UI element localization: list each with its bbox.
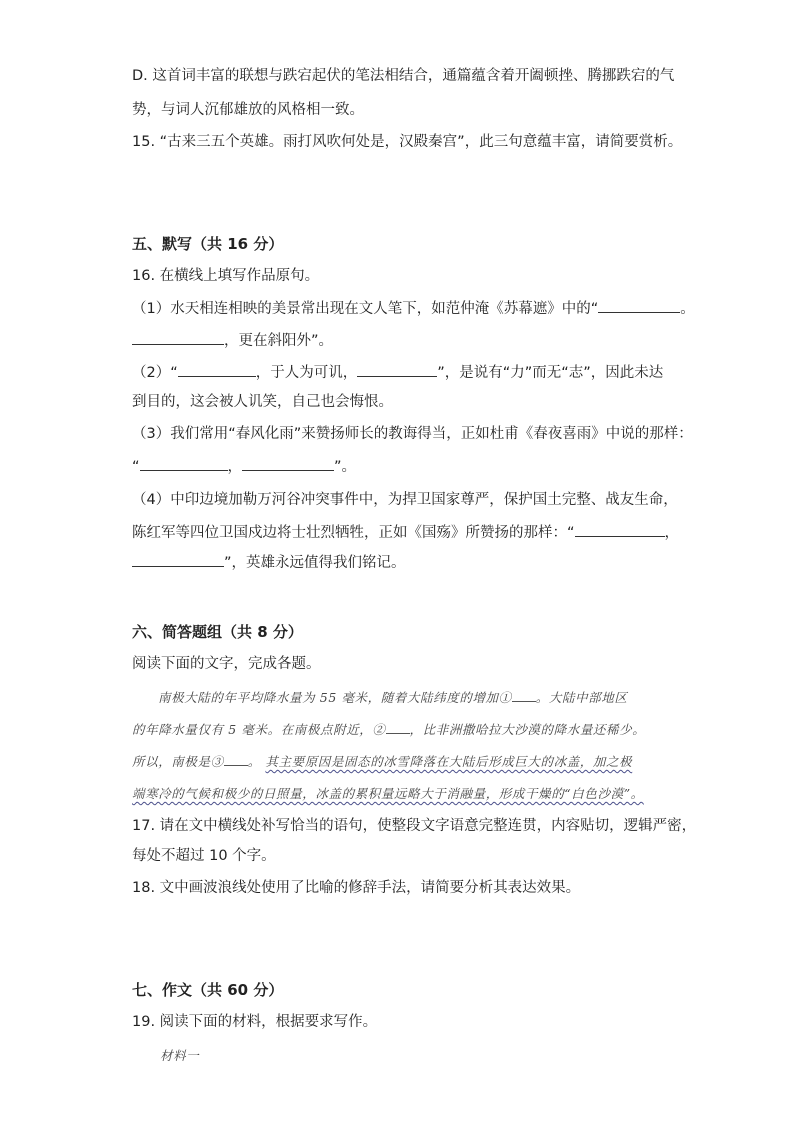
q16-part1-line1 bbox=[132, 298, 740, 319]
passage-line3-text: 所以，南极是③ bbox=[132, 754, 224, 769]
option-d-line1: D. 这首词丰富的联想与跌宕起伏的笔法相结合，通篇蕴含着开阖顿挫、腾挪跌宕的气 bbox=[132, 68, 675, 84]
section-7-title: 七、作文（共 60 分） bbox=[132, 981, 284, 999]
q16-part3-line2 bbox=[132, 456, 740, 477]
wavy-underlined-text: 其主要原因是固态的冰雪降落在大陆后形成巨大的冰盖，加之极 bbox=[265, 754, 633, 769]
answer-blank[interactable] bbox=[598, 298, 680, 313]
answer-blank[interactable] bbox=[140, 456, 228, 471]
passage-line2 bbox=[132, 720, 645, 738]
q16-part3-line1: （3）我们常用“春风化雨”来赞扬师长的教诲得当，正如杜甫《春夜喜雨》中说的那样： bbox=[132, 426, 693, 442]
wavy-underlined-text-2: 端寒冷的气候和极少的日照量，冰盖的累积量远略大于消融量，形成干燥的“白色沙漠”。 bbox=[132, 786, 644, 801]
question-15: 15. “古来三五个英雄。雨打风吹何处是，汉殿秦宫”，此三句意蕴丰富，请简要赏析。 bbox=[132, 134, 683, 150]
q16-part3-close: ”。 bbox=[334, 459, 357, 475]
passage-line2-text: 的年降水量仅有 5 毫米。在南极点附近，② bbox=[132, 722, 386, 737]
material-label: 材料一 bbox=[160, 1048, 200, 1063]
q16-part4-line2 bbox=[132, 522, 740, 543]
section-5-title: 五、默写（共 16 分） bbox=[132, 235, 284, 253]
q16-part2-open: （2）“ bbox=[132, 365, 178, 381]
passage-line2-tail: ，比非洲撒哈拉大沙漠的降水量还稀少。 bbox=[409, 722, 646, 737]
passage-line3-period: 。 bbox=[247, 754, 261, 769]
q16-part1-line2 bbox=[132, 330, 740, 351]
passage-line1-tail: 。大陆中部地区 bbox=[535, 690, 628, 705]
answer-blank[interactable] bbox=[242, 456, 334, 471]
question-16: 16. 在横线上填写作品原句。 bbox=[132, 268, 320, 284]
q16-part2-line1 bbox=[132, 362, 740, 383]
question-18: 18. 文中画波浪线处使用了比喻的修辞手法，请简要分析其表达效果。 bbox=[132, 880, 581, 896]
q16-part2-line2: 到目的，这会被人讥笑，自己也会悔恨。 bbox=[132, 394, 393, 410]
question-17-line1: 17. 请在文中横线处补写恰当的语句，使整段文字语意完整连贯，内容贴切，逻辑严密， bbox=[132, 818, 697, 834]
passage-blank-3[interactable] bbox=[224, 754, 248, 766]
passage-blank-2[interactable] bbox=[386, 722, 410, 734]
q16-part4-line3 bbox=[132, 552, 740, 573]
answer-blank[interactable] bbox=[132, 552, 224, 567]
passage-line3 bbox=[132, 752, 632, 770]
answer-blank[interactable] bbox=[178, 362, 256, 377]
option-d-line2: 势，与词人沉郁雄放的风格相一致。 bbox=[132, 102, 364, 118]
answer-blank[interactable] bbox=[132, 330, 224, 345]
passage-line4 bbox=[132, 784, 644, 802]
section-6-intro: 阅读下面的文字，完成各题。 bbox=[132, 656, 321, 672]
q16-part4-line1: （4）中印边境加勒万河谷冲突事件中，为捍卫国家尊严，保护国土完整、战友生命， bbox=[132, 492, 678, 508]
question-17-line2: 每处不超过 10 个字。 bbox=[132, 848, 276, 864]
q16-part3-comma: ， bbox=[227, 459, 243, 475]
q16-part2-mid: ，于人为可讥， bbox=[255, 365, 358, 381]
passage-blank-1[interactable] bbox=[512, 690, 536, 702]
q16-part4-tail: ”，英雄永远值得我们铭记。 bbox=[224, 555, 406, 571]
question-19: 19. 阅读下面的材料，根据要求写作。 bbox=[132, 1014, 378, 1030]
answer-blank[interactable] bbox=[357, 362, 437, 377]
section-6-title: 六、简答题组（共 8 分） bbox=[132, 623, 303, 641]
q16-part3-open: “ bbox=[132, 459, 140, 475]
q16-part4-text: 陈红军等四位卫国戍边将士壮烈牺牲，正如《国殇》所赞扬的那样：“ bbox=[132, 525, 575, 541]
passage-line1-text: 南极大陆的年平均降水量为 55 毫米，随着大陆纬度的增加① bbox=[158, 690, 512, 705]
q16-part1-tail: ，更在斜阳外”。 bbox=[224, 333, 334, 349]
q16-part4-comma: ， bbox=[664, 525, 680, 541]
passage-line1 bbox=[158, 688, 627, 706]
q16-part1-period: 。 bbox=[680, 301, 695, 317]
answer-blank[interactable] bbox=[575, 522, 665, 537]
q16-part2-tail: ”，是说有“力”而无“志”，因此未达 bbox=[437, 365, 664, 381]
q16-part1-text: （1）水天相连相映的美景常出现在文人笔下，如范仲淹《苏幕遮》中的“ bbox=[132, 301, 599, 317]
